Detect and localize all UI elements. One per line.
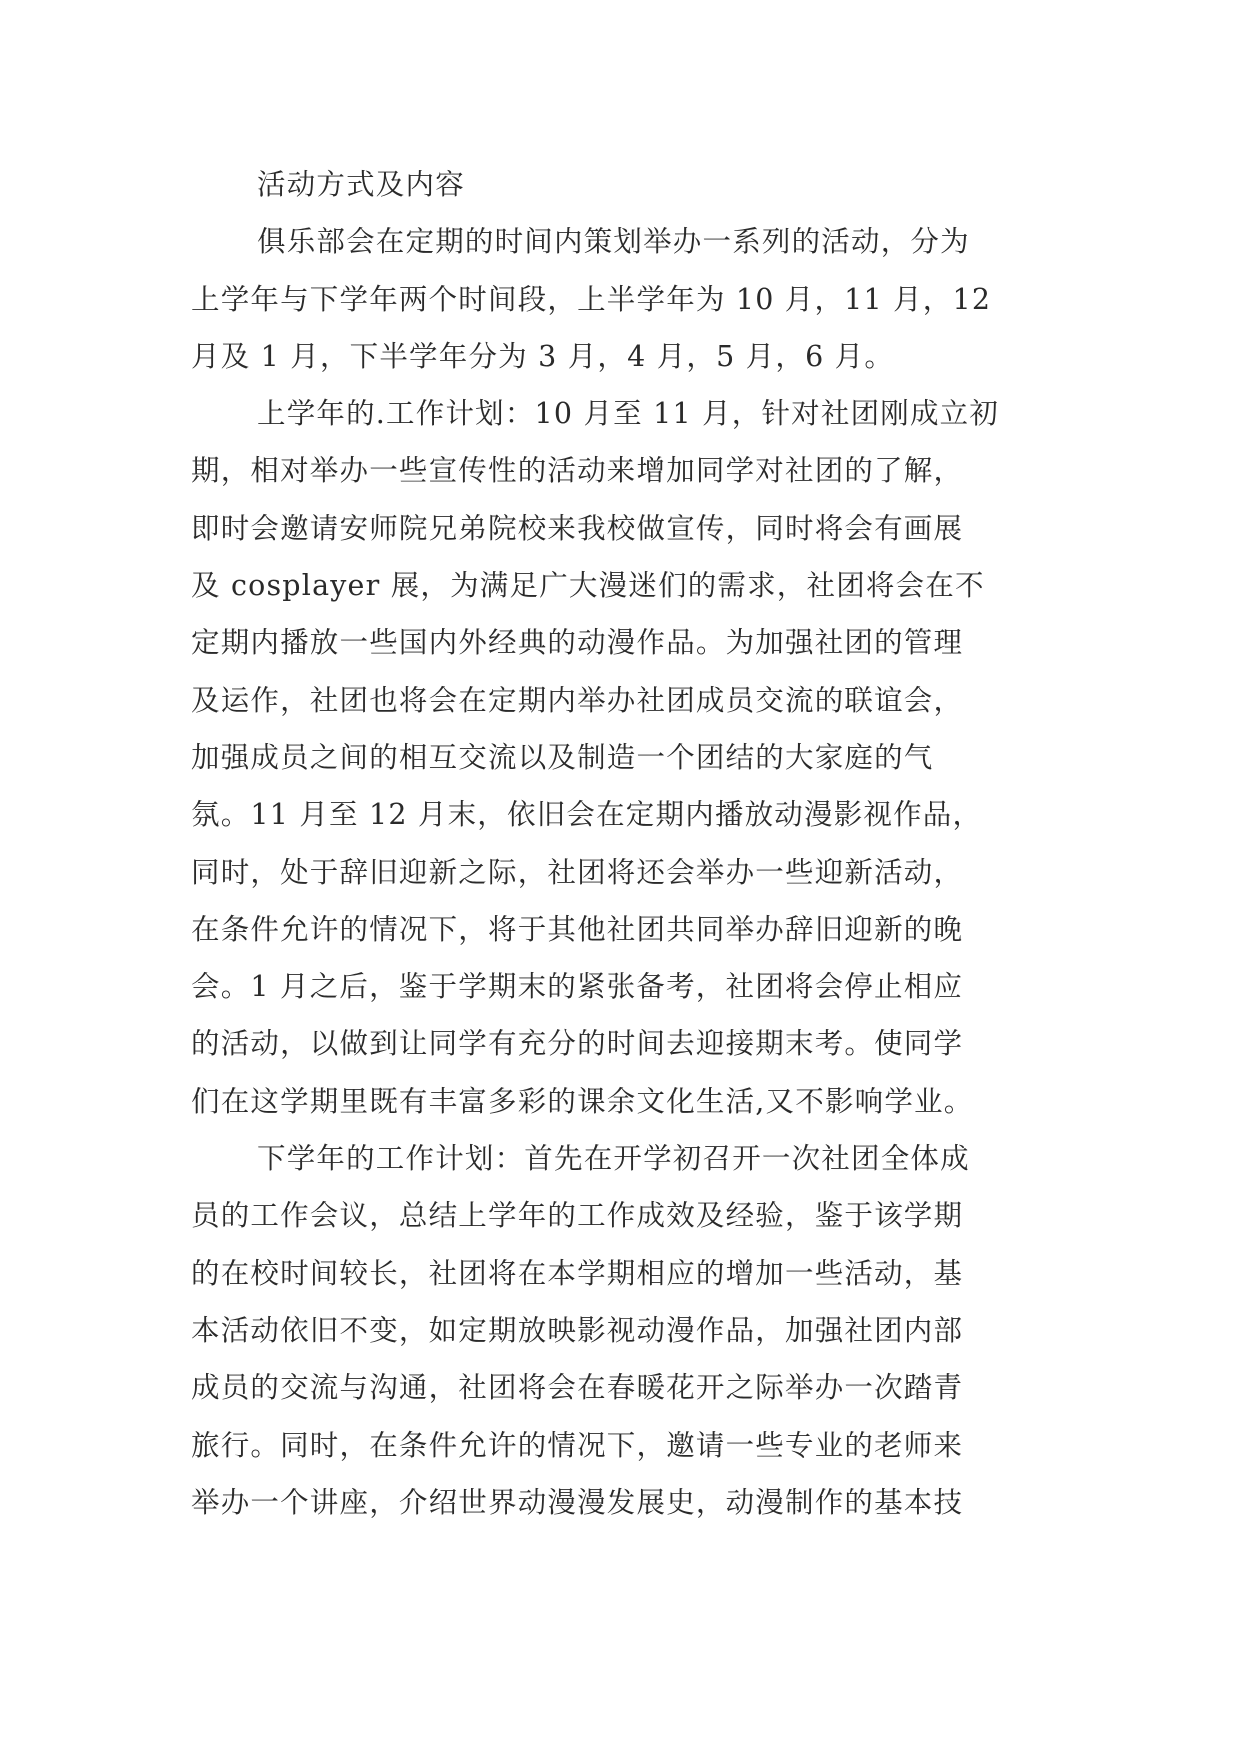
- paragraph-line: 上学年与下学年两个时间段，上半学年为 10 月，11 月，12: [191, 282, 992, 316]
- paragraph-line: 员的工作会议，总结上学年的工作成效及经验，鉴于该学期: [191, 1199, 964, 1233]
- paragraph-line: 及 cosplayer 展，为满足广大漫迷们的需求，社团将会在不: [191, 569, 985, 603]
- paragraph-line: 的在校时间较长，社团将在本学期相应的增加一些活动，基: [191, 1256, 964, 1290]
- paragraph-1: [191, 213, 1071, 385]
- paragraph-line: 会。1 月之后，鉴于学期末的紧张备考，社团将会停止相应: [191, 970, 964, 1004]
- heading-line: 活动方式及内容: [257, 168, 465, 201]
- section-heading: [191, 156, 1071, 213]
- paragraph-line: 及运作，社团也将会在定期内举办社团成员交流的联谊会，: [191, 683, 964, 717]
- paragraph-line: 定期内播放一些国内外经典的动漫作品。为加强社团的管理: [191, 626, 964, 660]
- paragraph-3: [191, 1130, 1071, 1531]
- paragraph-line: 月及 1 月，下半学年分为 3 月，4 月，5 月，6 月。: [191, 339, 895, 373]
- paragraph-line: 在条件允许的情况下，将于其他社团共同举办辞旧迎新的晚: [191, 912, 964, 946]
- paragraph-line: 们在这学期里既有丰富多彩的课余文化生活,又不影响学业。: [191, 1084, 974, 1118]
- paragraph-line: 上学年的.工作计划：10 月至 11 月，针对社团刚成立初: [257, 397, 1000, 431]
- paragraph-line: 举办一个讲座，介绍世界动漫漫发展史，动漫制作的基本技: [191, 1485, 964, 1519]
- paragraph-line: 下学年的工作计划：首先在开学初召开一次社团全体成: [257, 1142, 970, 1176]
- paragraph-2: [191, 385, 1071, 1130]
- paragraph-line: 加强成员之间的相互交流以及制造一个团结的大家庭的气: [191, 740, 934, 774]
- paragraph-line: 即时会邀请安师院兄弟院校来我校做宣传，同时将会有画展: [191, 511, 964, 545]
- paragraph-line: 氛。11 月至 12 月末，依旧会在定期内播放动漫影视作品，: [191, 798, 983, 832]
- paragraph-line: 同时，处于辞旧迎新之际，社团将还会举办一些迎新活动，: [191, 855, 964, 889]
- paragraph-line: 成员的交流与沟通，社团将会在春暖花开之际举办一次踏青: [191, 1371, 964, 1405]
- paragraph-line: 期，相对举办一些宣传性的活动来增加同学对社团的了解，: [191, 454, 964, 488]
- paragraph-line: 的活动，以做到让同学有充分的时间去迎接期末考。使同学: [191, 1027, 964, 1061]
- document-body: [191, 156, 1071, 1531]
- paragraph-line: 旅行。同时，在条件允许的情况下，邀请一些专业的老师来: [191, 1428, 964, 1462]
- paragraph-line: 本活动依旧不变，如定期放映影视动漫作品，加强社团内部: [191, 1313, 964, 1347]
- paragraph-line: 俱乐部会在定期的时间内策划举办一系列的活动，分为: [257, 225, 970, 259]
